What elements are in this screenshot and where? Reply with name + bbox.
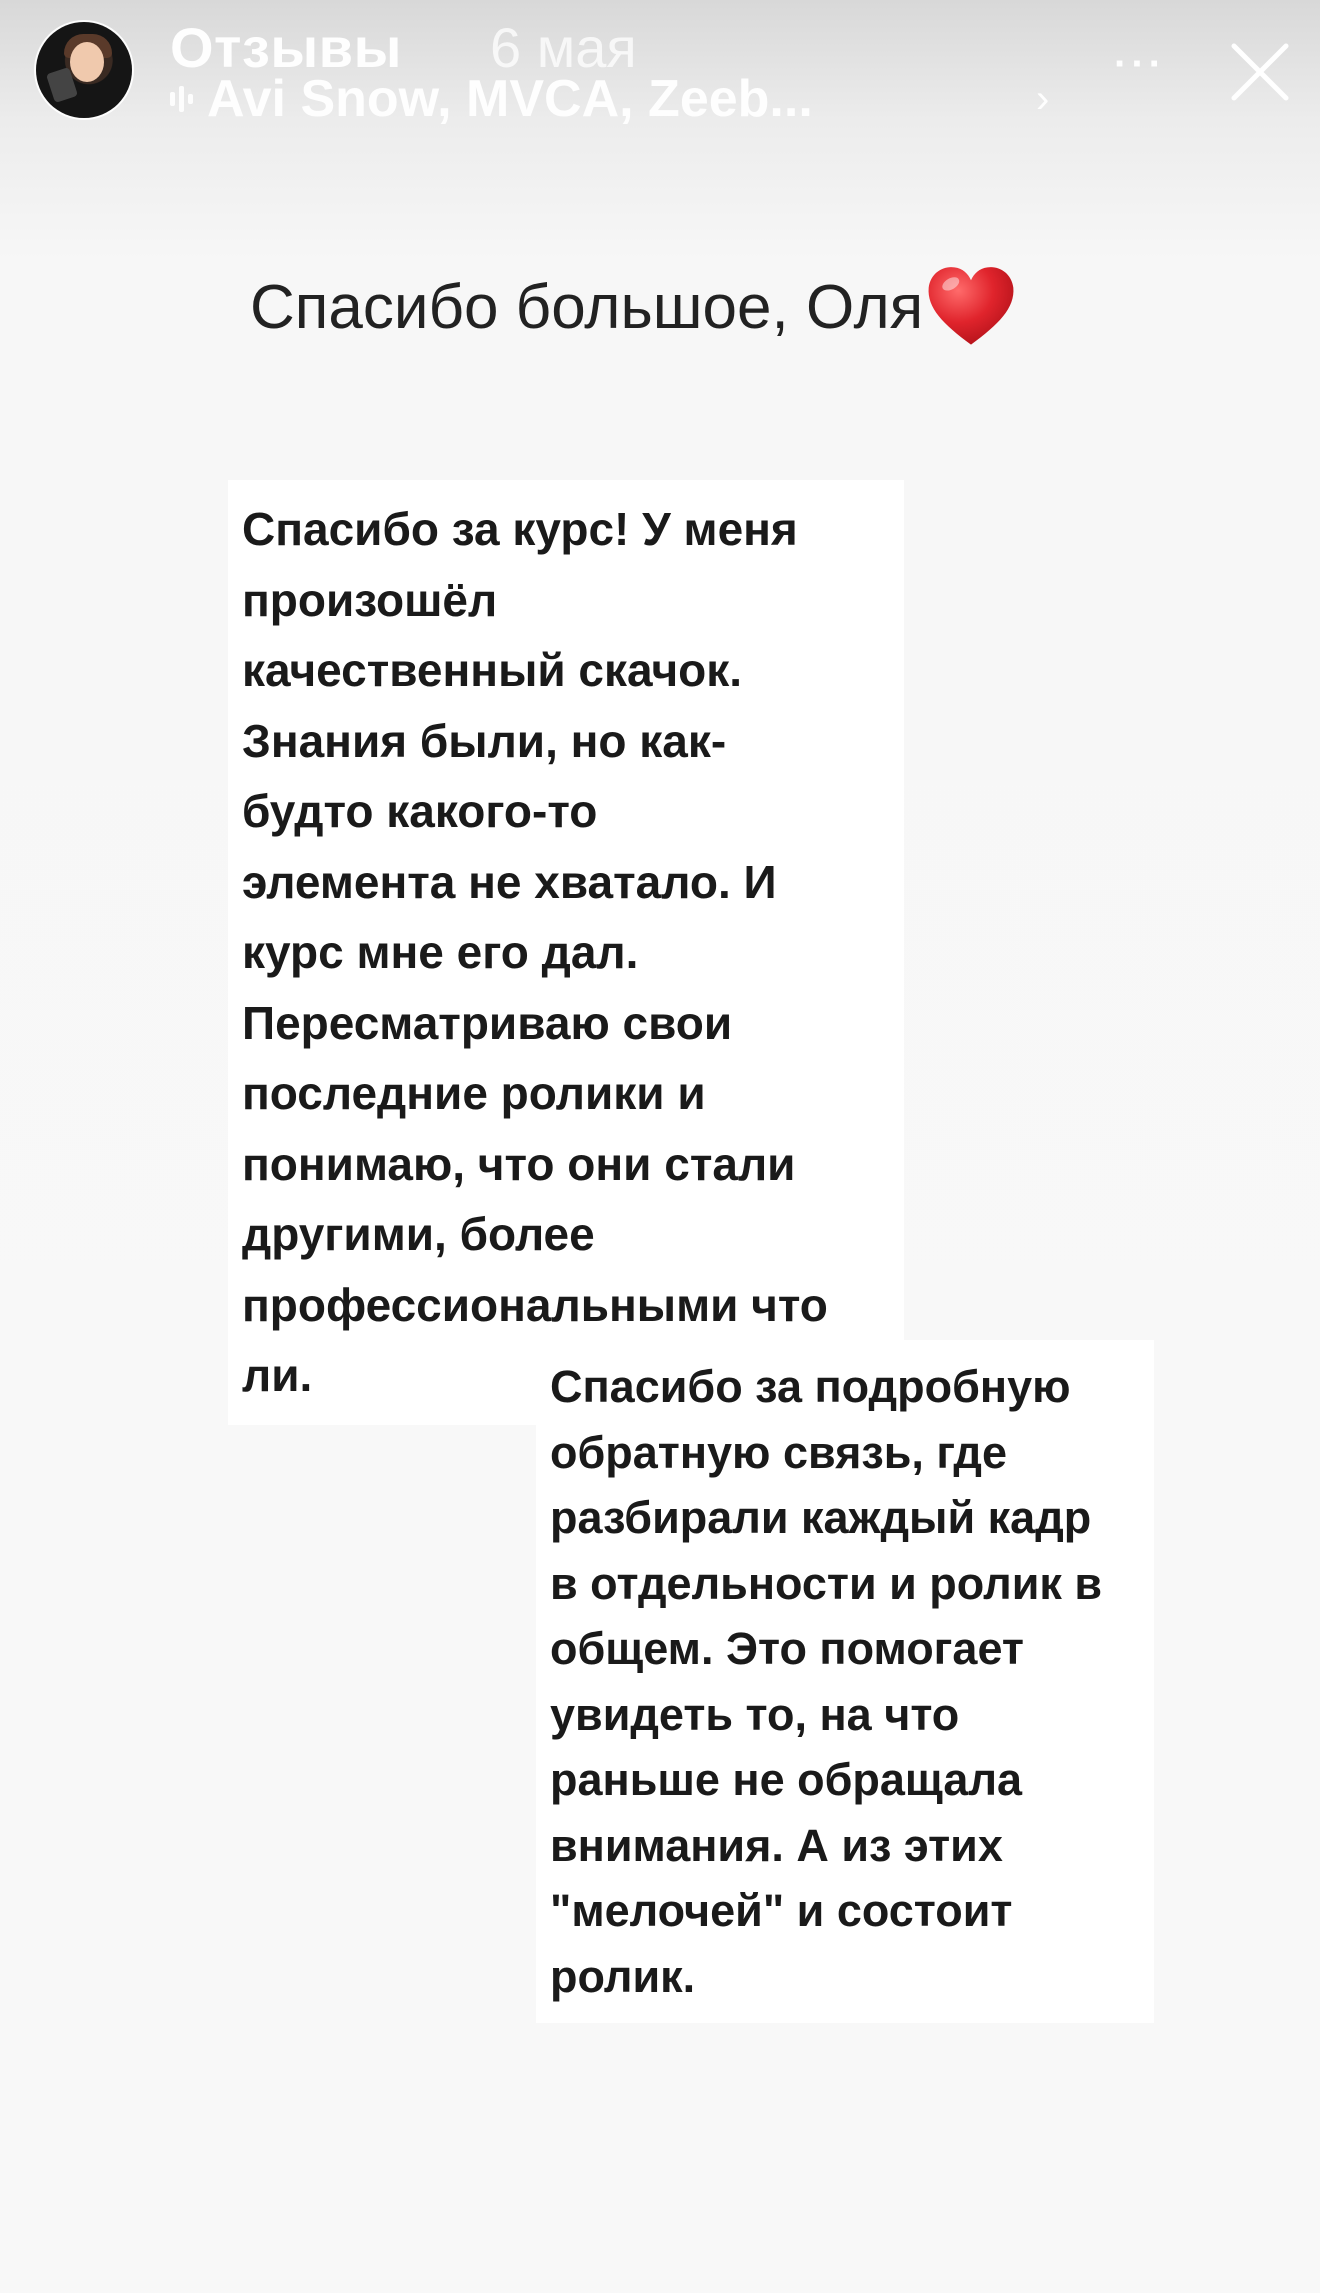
review-card-1: Спасибо за курс! У меня произошёл качественный скачок. Знания были, но как- будто какого-то элемента не хватало. И курс мне его дал. Пересматриваю свои последние ролики и понимаю, что они стали другими, более профессиональными что ли. (228, 480, 904, 1425)
chevron-right-icon[interactable]: › (1036, 77, 1050, 121)
close-icon[interactable] (1228, 40, 1292, 104)
music-attribution[interactable] (170, 72, 813, 126)
story-title[interactable]: Отзывы (170, 16, 402, 79)
story-date: 6 мая (490, 16, 637, 79)
review-card-2: Спасибо за подробную обратную связь, где разбирали каждый кадр в отдельности и ролик в общем. Это помогает увидеть то, на что раньше не обращала внимания. А из этих "мелочей" и состоит ролик. (536, 1340, 1154, 2023)
red-heart-icon (925, 262, 1017, 350)
music-label: Avi Snow, MVCA, Zeeb... (207, 72, 813, 126)
avatar-face (70, 42, 104, 82)
thanks-headline (250, 260, 1110, 356)
profile-avatar[interactable] (36, 22, 132, 118)
story-header (0, 0, 1320, 200)
more-icon[interactable]: ··· (1114, 42, 1166, 86)
headline-text: Спасибо большое, Оля (250, 273, 924, 342)
audio-bars-icon (170, 86, 193, 112)
